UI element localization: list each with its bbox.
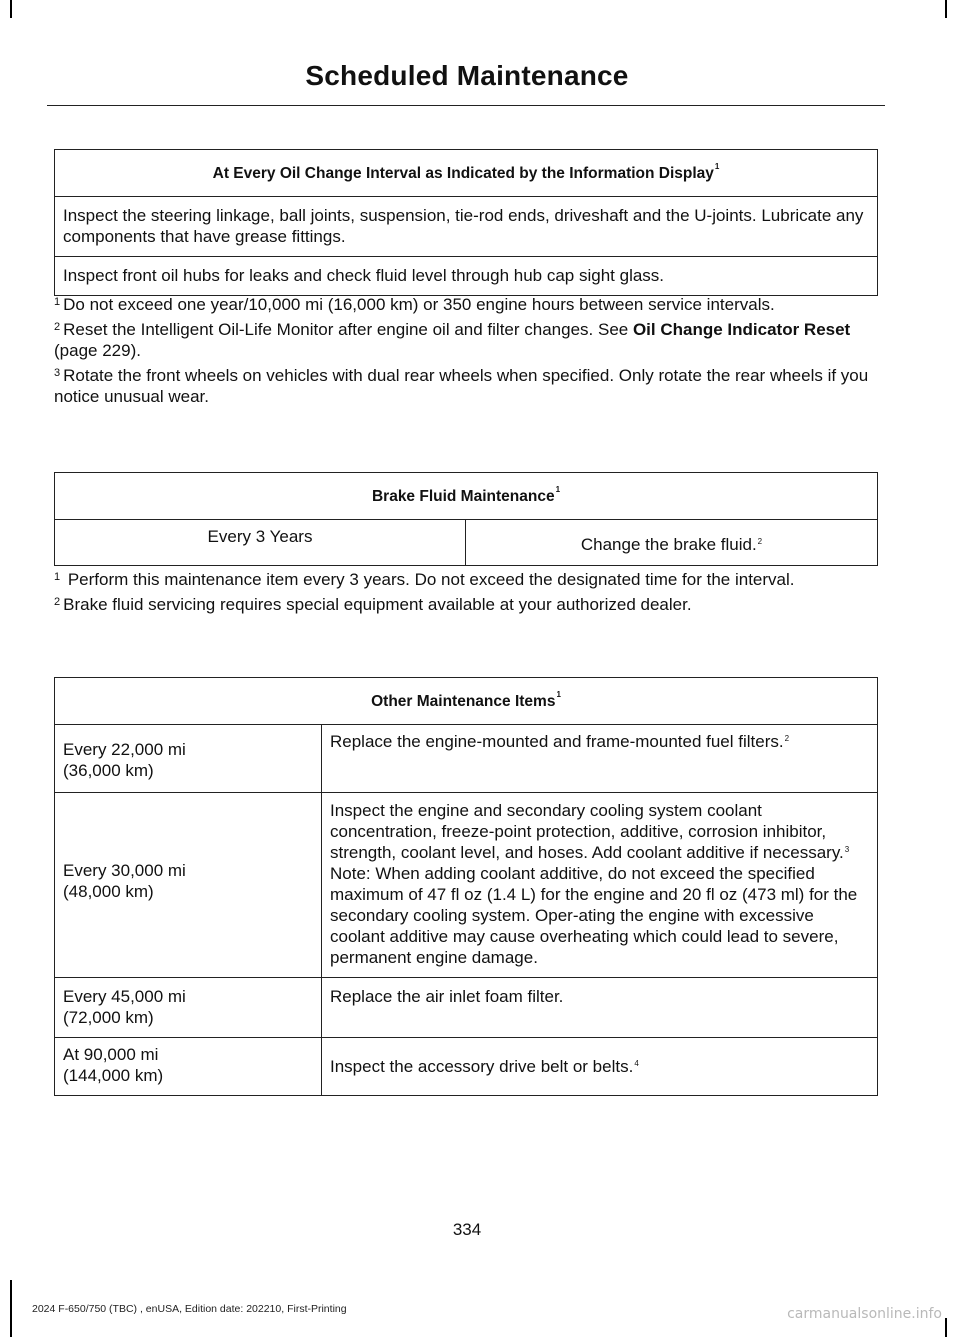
interval-cell: Every 22,000 mi (36,000 km) [55,725,322,793]
action-cell: Replace the air inlet foam filter. [322,978,878,1038]
table-row [55,793,878,978]
interval-cell: Every 45,000 mi (72,000 km) [55,978,322,1038]
coolant-note: Note: When adding coolant additive, do not exceed the specified maximum of 47 fl oz (1.4 L) for the engine and 20 fl oz (473 ml) for the secondary cooling system. Oper-ating the engine with excessive coolant additive may cause overheating which could lead to severe, permanent engine damage. [330,864,858,967]
brake-fluid-action: Change the brake fluid.$^2$ [466,520,878,566]
watermark: carmanualsonline.info [787,1306,942,1322]
action-cell: Inspect the accessory drive belt or belts.$^4$ [322,1038,878,1096]
interval-cell: At 90,000 mi (144,000 km) [55,1038,322,1096]
footnote-1: $^1$ Perform this maintenance item every 3 years. Do not exceed the designated time for the interval. [54,570,795,589]
other-maintenance-table-heading: Other Maintenance Items$^1$ [55,678,878,725]
table-row [55,257,878,296]
interval-cell: Every 30,000 mi (48,000 km) [55,793,322,978]
footnote-3: $^3$ Rotate the front wheels on vehicles with dual rear wheels when specified. Only rotate the rear wheels if you notice unusual wear. [54,366,869,406]
brake-fluid-footnotes [54,569,882,619]
table-row [55,520,878,566]
oil-change-row-steering: Inspect the steering linkage, ball joints, suspension, tie-rod ends, driveshaft and the U-joints. Lubricate any components that have grease fittings. [55,197,878,257]
brake-fluid-table [54,472,878,566]
table-row [55,978,878,1038]
crop-mark-top-right [945,0,947,18]
action-cell: Replace the engine-mounted and frame-mounted fuel filters.$^2$ [322,725,878,793]
crop-mark-bottom-right [945,1318,947,1337]
oil-change-table-heading: At Every Oil Change Interval as Indicated by the Information Display$^1$ [55,150,878,197]
edition-info: 2024 F-650/750 (TBC) , enUSA, Edition date: 202210, First-Printing [32,1303,347,1315]
table-row [55,1038,878,1096]
crop-mark-top-left [10,0,12,18]
page-number: 334 [452,1220,482,1239]
action-cell: Inspect the engine and secondary cooling system coolant concentration, freeze-point protection, additive, corrosion inhibitor, strength, coolant level, and hoses. Add coolant additive if necessary.$^3$ Note: When adding coolant additive, do not exceed the specified maximum of 47 fl oz (1.4 L) for the engine and 20 fl oz (473 ml) for the secondary cooling system. Oper-ating the engine with excessive coolant additive may cause overheating which could lead to severe, permanent engine damage. [322,793,878,978]
oil-change-indicator-reset-link[interactable]: Oil Change Indicator Reset [632,320,851,339]
oil-change-table [54,149,878,296]
footnote-2: $^2$ Reset the Intelligent Oil-Life Monitor after engine oil and filter changes. See Oil Change Indicator Reset (page 229). [54,320,851,360]
brake-fluid-interval: Every 3 Years [55,520,466,566]
brake-fluid-table-heading: Brake Fluid Maintenance$^1$ [55,473,878,520]
table-row [55,725,878,793]
title-divider [47,105,885,106]
oil-change-row-hubs: Inspect front oil hubs for leaks and check fluid level through hub cap sight glass. [55,257,878,296]
other-maintenance-table [54,677,878,1096]
footnote-1: $^1$ Do not exceed one year/10,000 mi (16,000 km) or 350 engine hours between service intervals. [54,295,775,314]
oil-change-footnotes [54,294,882,411]
footnote-2: $^2$ Brake fluid servicing requires special equipment available at your authorized dealer. [54,595,692,614]
table-row [55,197,878,257]
crop-mark-bottom-left [10,1280,12,1337]
page-title: Scheduled Maintenance [305,60,629,91]
